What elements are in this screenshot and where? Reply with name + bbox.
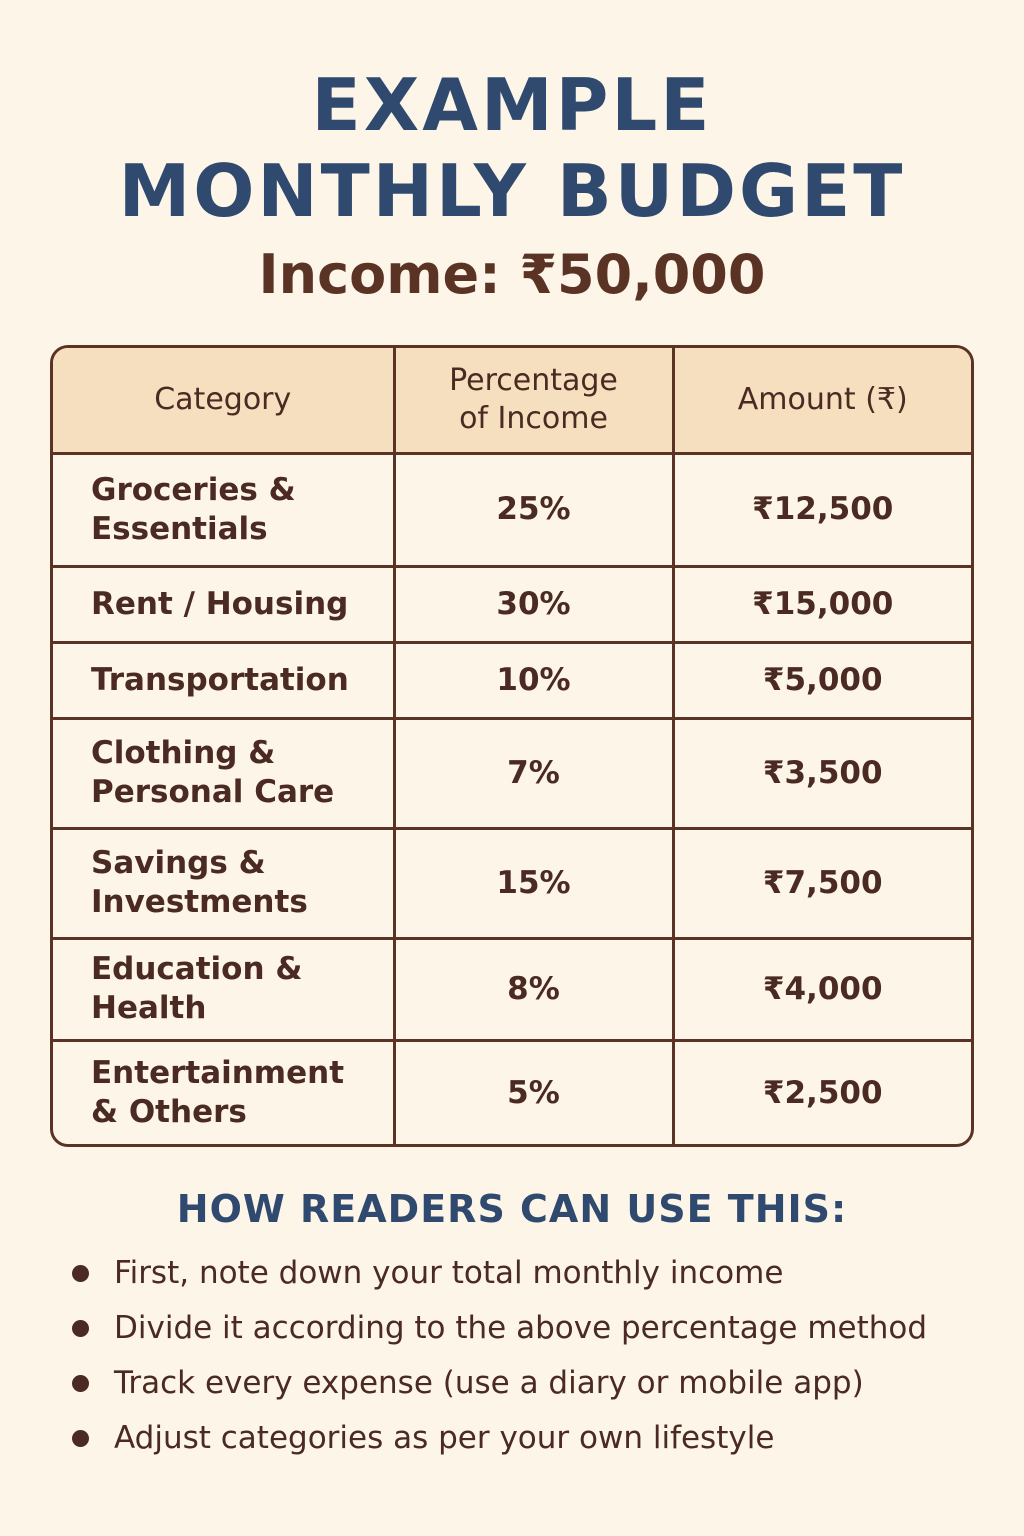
list-item: [70, 1411, 1000, 1466]
howto-heading: HOW READERS CAN USE THIS:: [176, 1187, 848, 1231]
row-percentage: 30%: [394, 566, 673, 642]
row-percentage: 10%: [394, 642, 673, 718]
budget-table-grid: [53, 348, 971, 1145]
row-category: [53, 718, 394, 828]
row-category-label: Groceries & Essentials: [91, 471, 296, 547]
row-percentage: 7%: [394, 718, 673, 828]
list-item-text: Adjust categories as per your own lifestyle: [114, 1420, 775, 1456]
bullet-icon: [72, 1430, 89, 1447]
list-item: [70, 1356, 1000, 1411]
bullet-icon: [72, 1320, 89, 1337]
table-header-row: [53, 348, 971, 453]
header-category: Category: [53, 348, 394, 453]
page-title-line1: EXAMPLE: [311, 63, 713, 147]
page-title: [0, 62, 1024, 234]
list-item-text: Track every expense (use a diary or mobile app): [114, 1365, 864, 1401]
list-item-text: Divide it according to the above percentage method: [114, 1310, 928, 1346]
row-percentage: 5%: [394, 1040, 673, 1145]
row-category-label: Entertainment & Others: [91, 1055, 345, 1131]
row-amount: ₹7,500: [673, 828, 971, 938]
table-row: [53, 1040, 971, 1145]
list-item: [70, 1246, 1000, 1301]
row-category: [53, 938, 394, 1040]
row-percentage: 25%: [394, 453, 673, 566]
header-percentage-label: Percentage of Income: [449, 362, 618, 436]
row-amount: ₹5,000: [673, 642, 971, 718]
row-category-label: Education & Health: [91, 951, 303, 1026]
bullet-icon: [72, 1375, 89, 1392]
table-row: [53, 828, 971, 938]
table-row: [53, 453, 971, 566]
row-percentage: 15%: [394, 828, 673, 938]
row-amount: ₹3,500: [673, 718, 971, 828]
row-category: Rent / Housing: [53, 566, 394, 642]
list-item-text: First, note down your total monthly income: [114, 1255, 784, 1291]
header-percentage: [394, 348, 673, 453]
row-amount: ₹15,000: [673, 566, 971, 642]
list-item: [70, 1301, 1000, 1356]
row-category: Transportation: [53, 642, 394, 718]
income-heading: Income: ₹50,000: [258, 243, 766, 306]
table-row: [53, 938, 971, 1040]
tips-list: [70, 1246, 1000, 1466]
table-row: [53, 718, 971, 828]
row-percentage: 8%: [394, 938, 673, 1040]
bullet-icon: [72, 1265, 89, 1282]
row-amount: ₹4,000: [673, 938, 971, 1040]
page-title-line2: MONTHLY BUDGET: [118, 149, 906, 233]
budget-table: [50, 345, 974, 1147]
row-category: [53, 1040, 394, 1145]
row-category-label: Clothing & Personal Care: [91, 735, 335, 810]
row-category: [53, 828, 394, 938]
table-row: [53, 566, 971, 642]
table-row: [53, 642, 971, 718]
row-amount: ₹2,500: [673, 1040, 971, 1145]
header-amount: Amount (₹): [673, 348, 971, 453]
row-amount: ₹12,500: [673, 453, 971, 566]
row-category-label: Savings & Investments: [91, 845, 308, 920]
row-category: [53, 453, 394, 566]
